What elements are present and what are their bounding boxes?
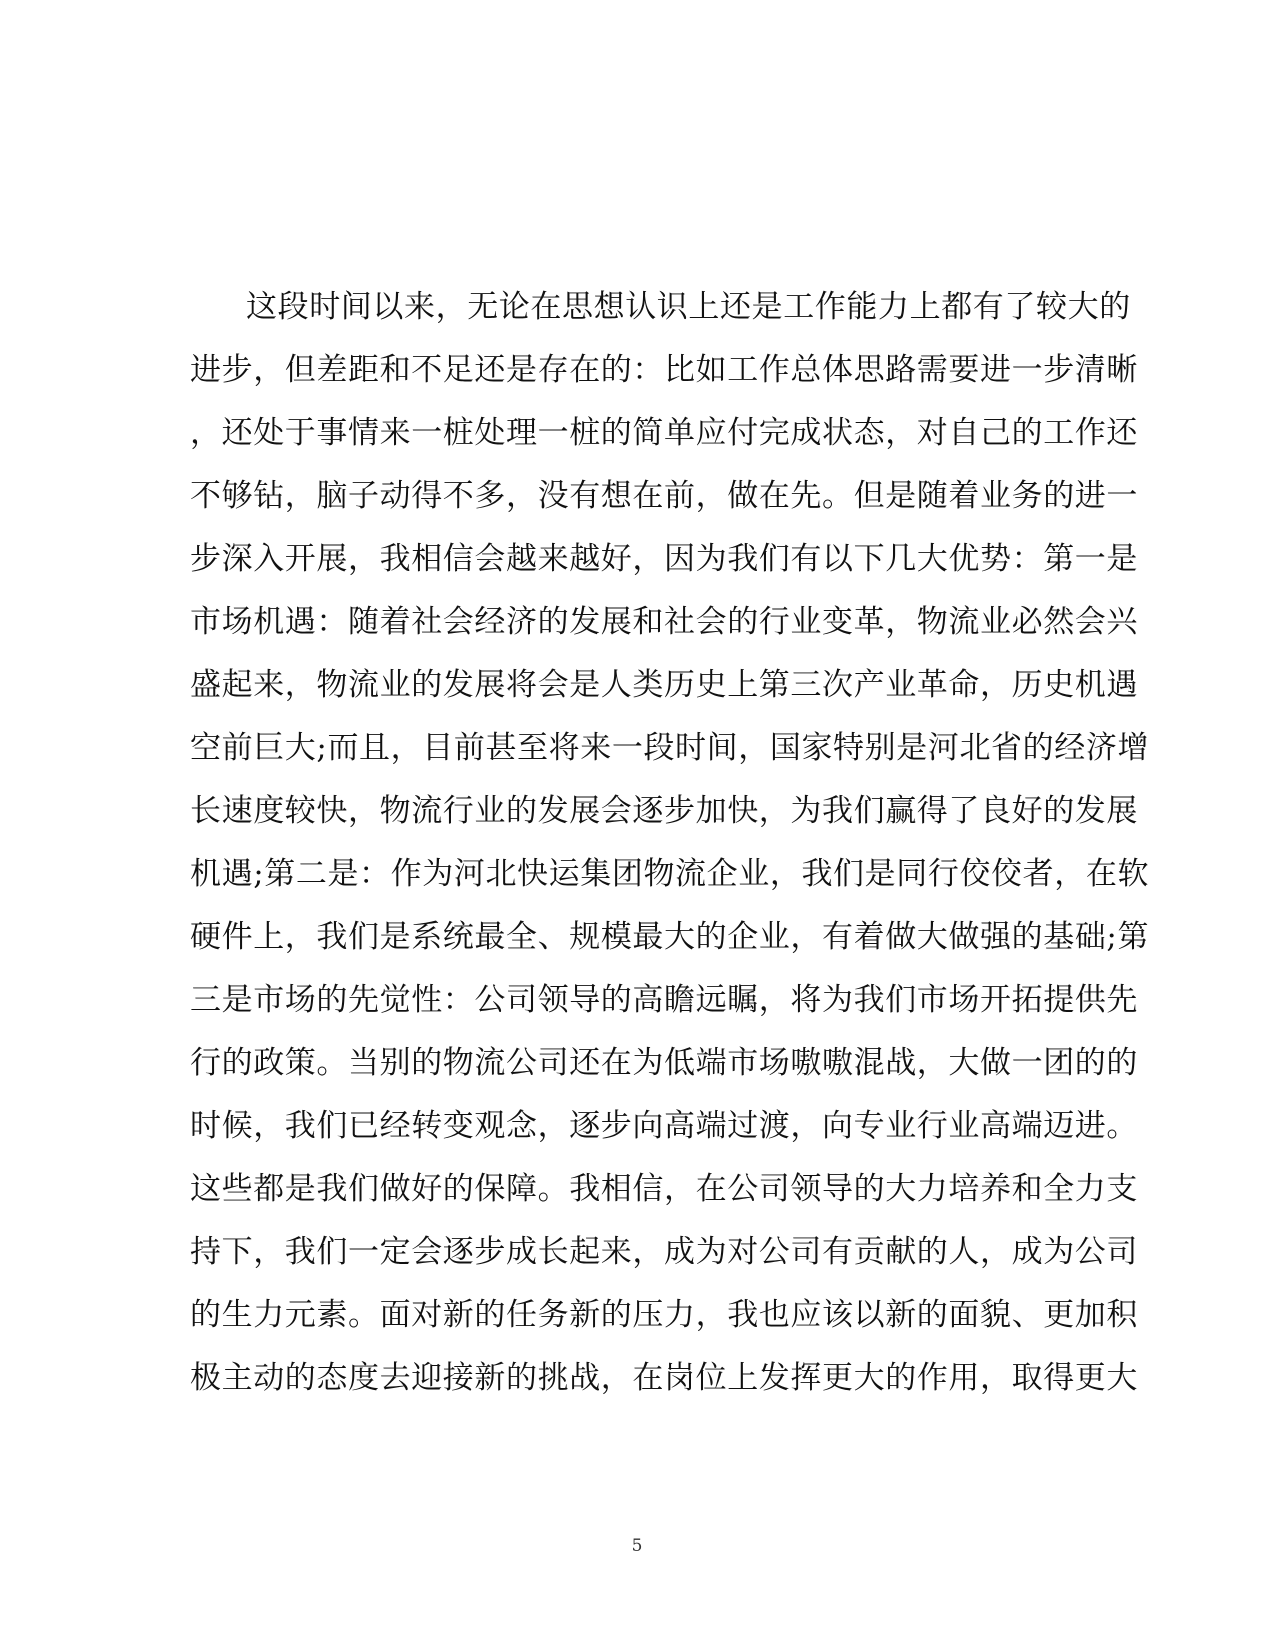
text-line: 硬件上，我们是系统最全、规模最大的企业，有着做大做强的基础;第: [190, 919, 1150, 955]
text-line: 时候，我们已经转变观念，逐步向高端过渡，向专业行业高端迈进。: [190, 1108, 1138, 1144]
text-line: 进步，但差距和不足还是存在的：比如工作总体思路需要进一步清晰: [190, 352, 1138, 388]
text-line: 空前巨大;而且，目前甚至将来一段时间，国家特别是河北省的经济增: [190, 730, 1150, 766]
text-line: 这段时间以来，无论在思想认识上还是工作能力上都有了较大的: [246, 289, 1131, 325]
text-line: 不够钻，脑子动得不多，没有想在前，做在先。但是随着业务的进一: [190, 478, 1138, 514]
text-line: 步深入开展，我相信会越来越好，因为我们有以下几大优势：第一是: [190, 541, 1138, 577]
text-line: 市场机遇：随着社会经济的发展和社会的行业变革，物流业必然会兴: [190, 604, 1138, 640]
page-number: 5: [631, 1536, 643, 1556]
text-line: ，还处于事情来一桩处理一桩的简单应付完成状态，对自己的工作还: [190, 415, 1138, 451]
text-line: 行的政策。当别的物流公司还在为低端市场嗷嗷混战，大做一团的的: [190, 1045, 1138, 1081]
text-line: 持下，我们一定会逐步成长起来，成为对公司有贡献的人，成为公司: [190, 1234, 1138, 1270]
text-line: 长速度较快，物流行业的发展会逐步加快，为我们赢得了良好的发展: [190, 793, 1138, 829]
text-line: 机遇;第二是：作为河北快运集团物流企业，我们是同行佼佼者，在软: [190, 856, 1150, 892]
text-line: 三是市场的先觉性：公司领导的高瞻远瞩，将为我们市场开拓提供先: [190, 982, 1138, 1018]
text-line: 的生力元素。面对新的任务新的压力，我也应该以新的面貌、更加积: [190, 1297, 1138, 1333]
text-line: 盛起来，物流业的发展将会是人类历史上第三次产业革命，历史机遇: [190, 667, 1138, 703]
text-line: 极主动的态度去迎接新的挑战，在岗位上发挥更大的作用，取得更大: [190, 1360, 1138, 1396]
text-line: 这些都是我们做好的保障。我相信，在公司领导的大力培养和全力支: [190, 1171, 1138, 1207]
